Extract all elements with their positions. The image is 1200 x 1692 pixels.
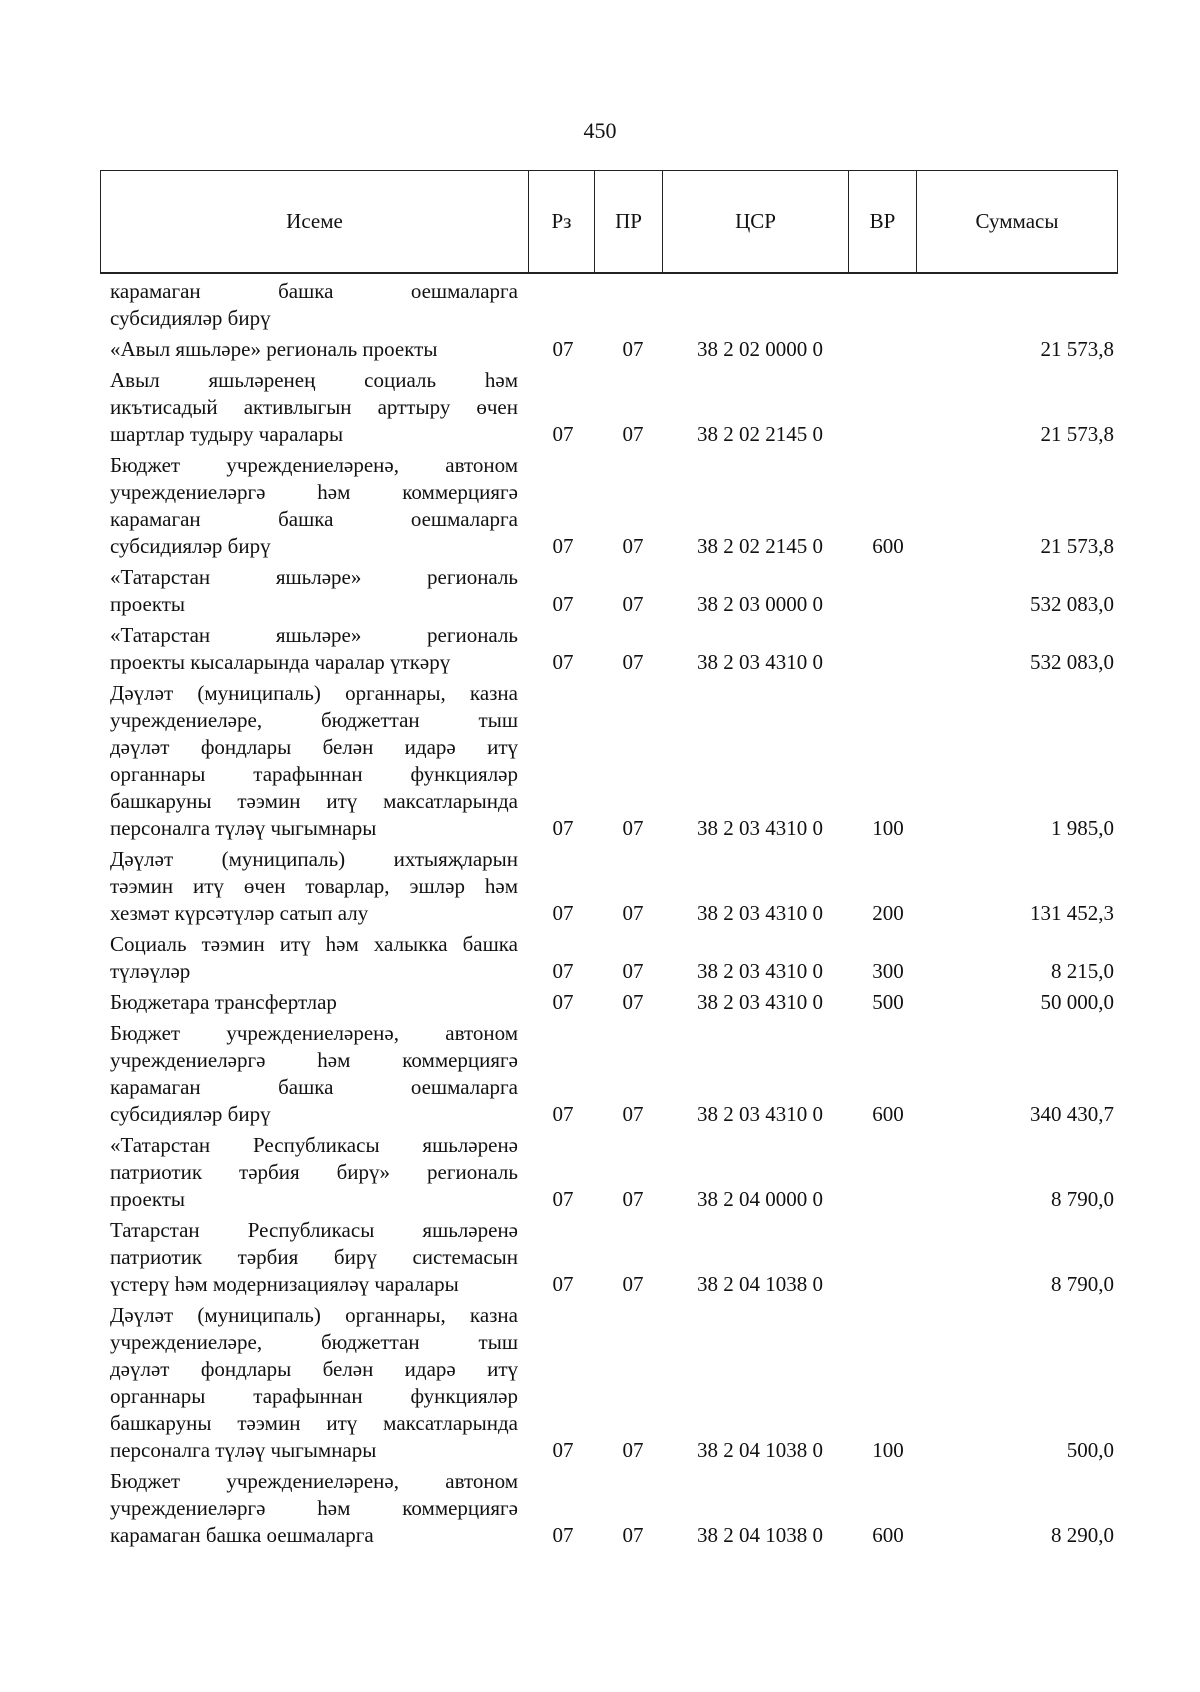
row-pr: 07 [622,592,644,616]
row-pr: 07 [622,1438,644,1462]
row-vr: 200 [872,901,904,925]
row-name-line: «Татарстан Республикасы яшьләренә [110,1133,518,1157]
row-rz: 07 [552,422,574,446]
row-name-line: патриотик тәрбия бирү» региональ [110,1160,518,1184]
row-rz: 07 [552,990,574,1014]
row-sum: 8 290,0 [1051,1523,1114,1547]
row-rz: 07 [552,534,574,558]
row-rz: 07 [552,1523,574,1547]
row-name-line: учреждениеләргә һәм коммерциягә [110,1048,518,1072]
row-rz: 07 [552,650,574,674]
table-header [100,170,1118,274]
header-rz: Рз [529,171,595,272]
row-name [110,336,518,363]
row-name [110,1132,518,1213]
row-name [110,846,518,927]
row-csr: 38 2 04 0000 0 [697,1187,823,1211]
row-pr: 07 [622,1187,644,1211]
row-sum: 21 573,8 [1040,534,1114,558]
row-name-line: органнары тарафыннан функцияләр [110,762,518,786]
row-csr: 38 2 04 1038 0 [697,1438,823,1462]
row-rz: 07 [552,1272,574,1296]
row-csr: 38 2 03 4310 0 [697,650,823,674]
row-name-line: карамаган башка оешмаларга [110,507,518,531]
row-name [110,278,518,332]
row-name-line: субсидияләр бирү [110,306,271,330]
row-pr: 07 [622,1272,644,1296]
row-pr: 07 [622,901,644,925]
row-name-line: башкаруны тәэмин итү максатларында [110,1411,518,1435]
row-name-line: башкаруны тәэмин итү максатларында [110,789,518,813]
row-name-line: карамаган башка оешмаларга [110,1075,518,1099]
row-name [110,989,518,1016]
table-row [0,1132,1200,1213]
table-row [0,931,1200,985]
row-rz: 07 [552,901,574,925]
page-number: 450 [583,118,617,143]
row-name-line: персоналга түләү чыгымнары [110,1438,377,1462]
row-vr: 300 [872,959,904,983]
row-pr: 07 [622,959,644,983]
row-name [110,680,518,842]
row-name-line: дәүләт фондлары белән идарә итү [110,735,518,759]
row-name-line: Бюджет учреждениеләренә, автоном [110,1021,518,1045]
row-name-line: шартлар тудыру чаралары [110,422,344,446]
row-name-line: Социаль тәэмин итү һәм халыкка башка [110,932,518,956]
table-row [0,336,1200,363]
row-rz: 07 [552,1187,574,1211]
table-row [0,846,1200,927]
row-sum: 21 573,8 [1040,422,1114,446]
row-vr: 100 [872,1438,904,1462]
row-csr: 38 2 03 4310 0 [697,959,823,983]
row-rz: 07 [552,592,574,616]
row-name-line: Авыл яшьләренең социаль һәм [110,368,518,392]
row-sum: 8 790,0 [1051,1272,1114,1296]
table-row [0,622,1200,676]
row-name-line: проекты [110,1187,186,1211]
row-pr: 07 [622,650,644,674]
table-row [0,1302,1200,1464]
row-name [110,1468,518,1549]
row-sum: 21 573,8 [1040,337,1114,361]
row-csr: 38 2 02 0000 0 [697,337,823,361]
row-name [110,1020,518,1128]
row-name-line: дәүләт фондлары белән идарә итү [110,1357,518,1381]
row-name-line: органнары тарафыннан функцияләр [110,1384,518,1408]
row-csr: 38 2 03 4310 0 [697,1102,823,1126]
row-sum: 50 000,0 [1040,990,1114,1014]
row-name [110,564,518,618]
row-name-line: учреждениеләргә һәм коммерциягә [110,480,518,504]
table-row [0,1020,1200,1128]
row-rz: 07 [552,816,574,840]
row-name-line: Бюджет учреждениеләренә, автоном [110,1469,518,1493]
row-name-line: «Татарстан яшьләре» региональ [110,565,518,589]
row-vr: 100 [872,816,904,840]
row-name-line: Бюджетара трансфертлар [110,990,337,1014]
row-vr: 600 [872,534,904,558]
row-name [110,622,518,676]
row-csr: 38 2 04 1038 0 [697,1523,823,1547]
row-vr: 600 [872,1523,904,1547]
row-name-line: Татарстан Республикасы яшьләренә [110,1218,518,1242]
row-name-line: хезмәт күрсәтүләр сатып алу [110,901,369,925]
row-pr: 07 [622,337,644,361]
row-csr: 38 2 02 2145 0 [697,422,823,446]
table-row [0,278,1200,332]
row-csr: 38 2 03 4310 0 [697,816,823,840]
row-sum: 340 430,7 [1030,1102,1114,1126]
row-rz: 07 [552,337,574,361]
row-rz: 07 [552,1102,574,1126]
row-name-line: Дәүләт (муниципаль) ихтыяҗларын [110,847,518,871]
row-name-line: учреждениеләре, бюджеттан тыш [110,708,518,732]
row-name-line: субсидияләр бирү [110,1102,271,1126]
header-pr: ПР [595,171,663,272]
header-name: Исеме [101,171,529,272]
table-row [0,564,1200,618]
header-sum: Суммасы [975,209,1059,233]
row-pr: 07 [622,990,644,1014]
row-name-line: түләүләр [110,959,191,983]
row-name-line: персоналга түләү чыгымнары [110,816,377,840]
header-csr: ЦСР [663,171,849,272]
row-name-line: карамаган башка оешмаларга [110,279,518,303]
row-pr: 07 [622,534,644,558]
row-pr: 07 [622,816,644,840]
row-name-line: Бюджет учреждениеләренә, автоном [110,453,518,477]
row-csr: 38 2 03 0000 0 [697,592,823,616]
row-name [110,1217,518,1298]
row-sum: 500,0 [1066,1438,1114,1462]
table-row [0,680,1200,842]
row-csr: 38 2 02 2145 0 [697,534,823,558]
row-name-line: икътисадый активлыгын арттыру өчен [110,395,518,419]
row-sum: 8 215,0 [1051,959,1114,983]
row-rz: 07 [552,959,574,983]
row-name-line: учреждениеләргә һәм коммерциягә [110,1496,518,1520]
row-sum: 131 452,3 [1030,901,1114,925]
row-name-line: Дәүләт (муниципаль) органнары, казна [110,681,518,705]
row-name [110,1302,518,1464]
table-row [0,1217,1200,1298]
header-vr: ВР [849,171,917,272]
row-vr: 600 [872,1102,904,1126]
row-vr: 500 [872,990,904,1014]
row-pr: 07 [622,1102,644,1126]
row-sum: 1 985,0 [1051,816,1114,840]
row-sum: 532 083,0 [1030,592,1114,616]
row-name-line: тәэмин итү өчен товарлар, эшләр һәм [110,874,518,898]
row-pr: 07 [622,422,644,446]
row-name [110,452,518,560]
table-row [0,367,1200,448]
row-rz: 07 [552,1438,574,1462]
table-row [0,1468,1200,1549]
row-csr: 38 2 03 4310 0 [697,901,823,925]
row-name-line: «Авыл яшьләре» региональ проекты [110,337,438,361]
row-name-line: карамаган башка оешмаларга [110,1523,374,1547]
row-name-line: проекты кысаларында чаралар үткәрү [110,650,451,674]
row-csr: 38 2 04 1038 0 [697,1272,823,1296]
row-pr: 07 [622,1523,644,1547]
row-name-line: субсидияләр бирү [110,534,271,558]
row-name [110,931,518,985]
row-name-line: проекты [110,592,186,616]
row-name-line: үстерү һәм модернизацияләү чаралары [110,1272,459,1296]
row-name-line: Дәүләт (муниципаль) органнары, казна [110,1303,518,1327]
row-name-line: учреждениеләре, бюджеттан тыш [110,1330,518,1354]
row-sum: 532 083,0 [1030,650,1114,674]
row-name [110,367,518,448]
table-row [0,452,1200,560]
row-sum: 8 790,0 [1051,1187,1114,1211]
row-name-line: «Татарстан яшьләре» региональ [110,623,518,647]
table-row [0,989,1200,1016]
row-csr: 38 2 03 4310 0 [697,990,823,1014]
row-name-line: патриотик тәрбия бирү системасын [110,1245,518,1269]
